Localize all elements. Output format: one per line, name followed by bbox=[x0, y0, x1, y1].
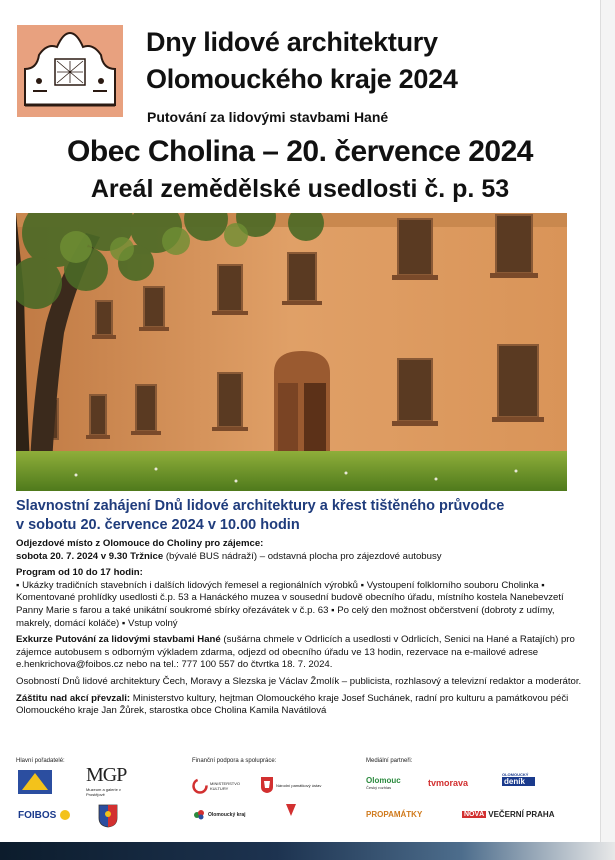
heritage-logo bbox=[284, 802, 298, 818]
bottom-strip bbox=[0, 842, 615, 860]
region-icon bbox=[192, 808, 206, 822]
excursion-block bbox=[16, 634, 586, 672]
departure-place: (bývalé BUS nádraží) – odstavná plocha pro zájezdové autobusy bbox=[163, 550, 442, 562]
program-text: ▪ Ukázky tradičních stavebních i dalších lidových řemesel a regionálních výrobků ▪ Vystoupení folklorního souboru Cholinka ▪ Komentované prohlídky usedlosti č.p. 53 a Hanáckého muzea v sousední budově obecního úřadu, místního kostela Nanebevzetí Panny Marie s farou a také unikátní soukromé sbírky ořezávátek v č.p. 63 ▪ Po celý den možnost občerstvení (dobroty z udímy, makrely, domácí koláče) ▪ Vstup volný bbox=[16, 579, 564, 629]
sun-icon bbox=[58, 808, 72, 822]
vecerni-praha-logo bbox=[462, 810, 554, 819]
event-details bbox=[16, 538, 586, 722]
triangle-logo-icon bbox=[18, 770, 52, 794]
tvmorava-text: tvmorava bbox=[428, 778, 469, 788]
mgp-text: MGP bbox=[86, 764, 127, 786]
coat-of-arms-logo bbox=[98, 804, 118, 828]
departure-block bbox=[16, 538, 586, 563]
lion-shield-icon bbox=[260, 776, 274, 794]
title-line-2: Olomouckého kraje 2024 bbox=[146, 64, 458, 94]
partner-logos bbox=[16, 758, 586, 838]
lead-line-1: Slavnostní zahájení Dnů lidové architektury a křest tištěného průvodce bbox=[16, 498, 505, 514]
support-caption: Finanční podpora a spolupráce: bbox=[192, 758, 277, 764]
lead-line-2: v sobotu 20. července 2024 v 10.00 hodin bbox=[16, 517, 300, 533]
personality-text: Osobností Dnů lidové architektury Čech, Moravy a Slezska je Václav Žmolík – publicista, rozhlasový a televizní redaktor a moderátor. bbox=[16, 675, 582, 687]
coat-of-arms-icon bbox=[98, 804, 118, 828]
title-line-1: Dny lidové architektury bbox=[146, 27, 438, 57]
farmhouse-photo bbox=[16, 213, 567, 491]
excursion-text: (sušárna chmele v Odrlicích a usedlosti v Odrlicích, Senici na Hané a Ratajích) pro zájemce autobusem s odborným výkladem zdarma, odjezd od obecního úřadu ve 13 hodin, rezervace na e-mailové adrese e.henkrichova@foibos.cz nebo na tel.: 777 100 557 do čtvrtka 18. 7. 2024. bbox=[16, 634, 575, 671]
excursion-heading: Exkurze Putování za lidovými stavbami Hané bbox=[16, 634, 221, 646]
patronage-text: Ministerstvo kultury, hejtman Olomouckého kraje Josef Suchánek, radní pro kulturu a památkovou péči Olomouckého kraje Jan Žůrek, starostka obce Cholina Kamila Navátilová bbox=[16, 692, 569, 717]
ministry-logo bbox=[192, 778, 246, 794]
propamatky-text: PROPAMÁTKY bbox=[366, 810, 423, 819]
organizers-caption: Hlavní pořadatelé: bbox=[16, 758, 65, 764]
olomoucky-kraj-text: Olomoucký kraj bbox=[208, 812, 246, 818]
vecerni-praha-text: VEČERNÍ PRAHA bbox=[488, 810, 555, 819]
mgp-sub: Muzeum a galerie v Prostějově bbox=[86, 787, 121, 797]
mgp-logo bbox=[86, 764, 132, 797]
ministry-icon bbox=[192, 778, 208, 794]
media-caption: Mediální partneři: bbox=[366, 758, 413, 764]
ethnographic-logo bbox=[18, 770, 52, 794]
cro-olomouc-logo bbox=[366, 776, 401, 790]
denik-top: OLOMOUCKÝ bbox=[502, 772, 529, 777]
heritage-icon bbox=[284, 802, 298, 818]
denik-text: deník bbox=[502, 777, 535, 786]
narodni-pamatkovy-logo bbox=[260, 776, 321, 794]
cro-olomouc-text: Olomouc bbox=[366, 776, 401, 785]
olomoucky-kraj-logo bbox=[192, 808, 246, 822]
departure-time: sobota 20. 7. 2024 v 9.30 Tržnice bbox=[16, 550, 164, 562]
foibos-text: FOIBOS bbox=[18, 809, 57, 821]
departure-heading: Odjezdové místo z Olomouce do Choliny pro zájemce: bbox=[16, 538, 264, 549]
gable-logo-icon bbox=[17, 25, 123, 117]
lead-announcement bbox=[16, 497, 586, 535]
program-heading: Program od 10 do 17 hodin: bbox=[16, 567, 143, 579]
ministry-text: MINISTERSTVO KULTURY bbox=[210, 781, 241, 791]
right-margin bbox=[600, 0, 615, 860]
propamatky-logo bbox=[366, 810, 422, 819]
foibos-logo bbox=[18, 808, 72, 822]
program-block bbox=[16, 567, 586, 630]
venue-title: Areál zemědělské usedlosti č. p. 53 bbox=[90, 175, 510, 203]
denik-logo bbox=[502, 772, 535, 786]
tvmorava-logo bbox=[428, 778, 468, 788]
personality-block bbox=[16, 676, 586, 689]
cro-olomouc-sub: Český rozhlas bbox=[366, 785, 392, 790]
event-title: Obec Cholina – 20. července 2024 bbox=[67, 135, 533, 168]
festival-logo bbox=[17, 25, 123, 117]
patronage-block bbox=[16, 693, 586, 718]
subtitle: Putování za lidovými stavbami Hané bbox=[147, 109, 389, 125]
patronage-heading: Záštitu nad akcí převzali: bbox=[16, 692, 131, 704]
narodni-pamatkovy-text: Národní památkový ústav bbox=[276, 782, 322, 788]
nova-text: NOVÁ bbox=[464, 811, 485, 818]
